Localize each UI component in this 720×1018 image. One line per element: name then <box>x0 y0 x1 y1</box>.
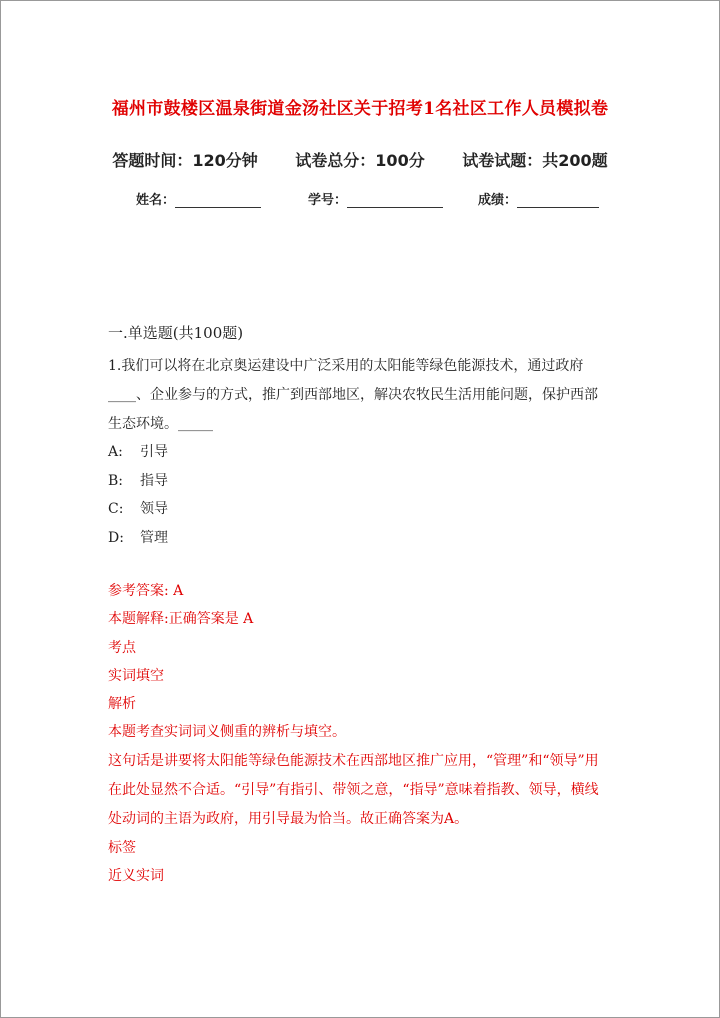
exam-info <box>0 148 720 171</box>
option-key: C: <box>108 501 124 517</box>
exam-time: 答题时间：120分钟 <box>112 151 258 170</box>
section-title: 一.单选题(共100题) <box>108 324 244 342</box>
jiexi-label: 解析 <box>108 696 136 713</box>
question-text: 1.我们可以将在北京奥运建设中广泛采用的太阳能等绿色能源技术，通过政府____、企业参与的方式，推广到西部地区，解决农牧民生活用能问题，保护西部生态环境。_____ <box>108 358 598 432</box>
score-label: 成绩： <box>478 193 518 208</box>
score-blank[interactable] <box>517 193 599 208</box>
student-id-blank[interactable] <box>347 193 443 208</box>
kaodian-label: 考点 <box>108 639 136 656</box>
kaodian-value: 实词填空 <box>108 667 164 684</box>
option-key: A: <box>108 444 123 460</box>
option-c[interactable] <box>108 495 608 524</box>
name-label: 姓名： <box>136 193 176 208</box>
exam-title: 福州市鼓楼区温泉街道金汤社区关于招考1名社区工作人员模拟卷 <box>111 99 609 119</box>
option-text: 引导 <box>140 444 168 460</box>
answer-explanation: 本题解释:正确答案是 A <box>108 611 254 628</box>
jiexi-detail: 这句话是讲要将太阳能等绿色能源技术在西部地区推广应用，“管理”和“领导”用在此处显然不合适。“引导”有指引、带领之意，“指导”意味着指教、领导，横线处动词的主语为政府，用引导最为恰当。故正确答案为A。 <box>108 752 599 827</box>
jiexi-summary: 本题考查实词词义侧重的辨析与填空。 <box>108 724 346 741</box>
option-text: 指导 <box>140 472 168 489</box>
exam-total-score: 试卷总分：100分 <box>295 151 425 170</box>
reference-answer: 参考答案: A <box>108 583 184 599</box>
option-text: 管理 <box>140 529 168 546</box>
option-key: B: <box>108 472 124 489</box>
option-b[interactable] <box>108 467 608 496</box>
exam-question-count: 试卷试题：共200题 <box>462 151 608 170</box>
option-a[interactable] <box>108 438 608 467</box>
option-list <box>108 438 608 552</box>
name-field[interactable] <box>136 189 261 208</box>
option-key: D: <box>108 529 124 546</box>
student-id-label: 学号： <box>308 193 348 208</box>
option-d[interactable] <box>108 524 608 553</box>
student-id-field[interactable] <box>308 189 443 208</box>
answer-block <box>108 577 608 890</box>
score-field[interactable] <box>478 189 599 208</box>
tag-value: 近义实词 <box>108 868 164 885</box>
option-text: 领导 <box>140 501 168 517</box>
name-blank[interactable] <box>175 193 261 208</box>
tag-label: 标签 <box>108 839 136 856</box>
